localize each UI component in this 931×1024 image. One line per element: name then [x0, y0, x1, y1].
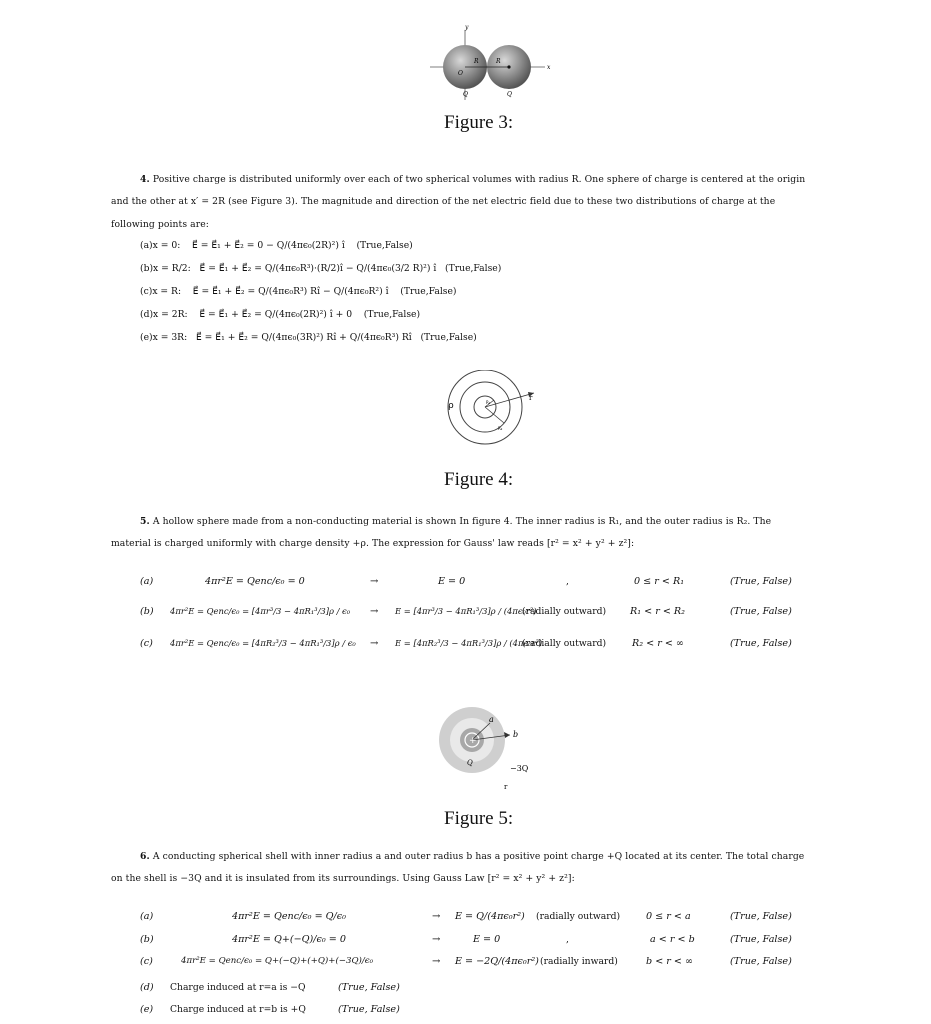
q6-b-rhs: E = 0	[473, 934, 501, 945]
q4-c-cond: (c)x = R:	[140, 286, 182, 297]
q4-d-tf[interactable]: (True,False)	[363, 309, 421, 320]
q4-item-d	[140, 309, 420, 320]
figure-3-caption: Figure 3:	[444, 112, 514, 133]
q4-b-cond: (b)x = R/2:	[140, 263, 191, 274]
q6-a-dir: (radially outward)	[536, 911, 621, 922]
q5-b-dir: (radially outward)	[522, 606, 607, 617]
q6-c-label: (c)	[140, 956, 153, 967]
q6-d-tf[interactable]: (True, False)	[338, 982, 400, 993]
q4-item-b	[140, 263, 501, 274]
q4-d-cond: (d)x = 2R:	[140, 309, 188, 320]
label-q1: Q	[463, 91, 468, 98]
label-b: b	[513, 730, 519, 739]
q6-d-text: Charge induced at r=a is −Q	[170, 982, 306, 993]
q6-a-rhs: E = Q/(4πϵ₀r²)	[455, 911, 525, 922]
label-minus3q: −3Q	[510, 764, 529, 773]
q6-c-dir: (radially inward)	[540, 956, 618, 967]
plus-sign: +	[469, 736, 477, 746]
q5-c-lhs: 4πr²E = Qenc/ϵ₀ = [4πR₂³/3 − 4πR₁³/3]ρ / ϵ₀	[170, 638, 356, 648]
q6-e-tf[interactable]: (True, False)	[338, 1004, 400, 1015]
q6-b-label: (b)	[140, 934, 154, 945]
label-r1: R₁	[486, 400, 491, 405]
q5-b-lhs: 4πr²E = Qenc/ϵ₀ = [4πr³/3 − 4πR₁³/3]ρ / ϵ₀	[170, 606, 351, 616]
q4-b-expr: E⃗ = E⃗₁ + E⃗₂ = Q/(4πϵ₀R³)·(R/2)î − Q/(4πϵ₀(3/2 R)²) î	[199, 263, 437, 274]
label-q2: Q	[507, 91, 512, 98]
q4-item-c	[140, 286, 457, 297]
q6-a-range: 0 ≤ r < a	[646, 911, 691, 922]
label-a: a	[489, 715, 494, 724]
q4-text-3: following points are:	[111, 219, 209, 230]
q5-a-lhs: 4πr²E = Qenc/ϵ₀ = 0	[205, 576, 305, 587]
q5-number: 5.	[140, 516, 150, 527]
q4-c-expr: E⃗ = E⃗₁ + E⃗₂ = Q/(4πϵ₀R³) Rî − Q/(4πϵ₀R²) î	[192, 286, 389, 297]
q4-item-a	[140, 240, 413, 251]
q5-a-rhs: E = 0	[438, 576, 466, 587]
q5-a-range: 0 ≤ r < R₁	[634, 576, 685, 587]
q4-a-expr: E⃗ = E⃗₁ + E⃗₂ = 0 − Q/(4πϵ₀(2R)²) î	[192, 240, 345, 251]
q5-b-range: R₁ < r < R₂	[630, 606, 686, 617]
figure-5-caption: Figure 5:	[444, 808, 514, 829]
q6-c-tf[interactable]: (True, False)	[730, 956, 792, 967]
q5-c-label: (c)	[140, 638, 153, 649]
figure-4-caption: Figure 4:	[444, 469, 514, 490]
q6-b-dir: ,	[566, 934, 569, 945]
q4-b-tf[interactable]: (True,False)	[445, 263, 502, 274]
q6-c-rhs: E = −2Q/(4πϵ₀r²)	[455, 956, 539, 967]
q6-number: 6.	[140, 851, 150, 862]
q4-text-2: and the other at x′ = 2R (see Figure 3). The magnitude and direction of the net electric field due to these two distributions of charge at the	[111, 196, 776, 207]
q6-c-range: b < r < ∞	[646, 956, 693, 967]
q6-b-tf[interactable]: (True, False)	[730, 934, 792, 945]
q4-line-1	[140, 174, 805, 185]
q6-line-1	[140, 851, 804, 862]
q4-item-e	[140, 332, 477, 343]
q4-d-expr: E⃗ = E⃗₁ + E⃗₂ = Q/(4πϵ₀(2R)²) î + 0	[199, 309, 353, 320]
label-rho: ρ	[448, 401, 454, 411]
q4-number: 4.	[140, 174, 150, 185]
q5-line-1	[140, 516, 771, 527]
label-r2: R	[496, 58, 501, 65]
q4-e-cond: (e)x = 3R:	[140, 332, 188, 343]
q5-b-tf[interactable]: (True, False)	[730, 606, 792, 617]
q5-a-label: (a)	[140, 576, 154, 587]
q5-b-rhs: E = [4πr³/3 − 4πR₁³/3]ρ / (4πϵ₀r²)	[395, 606, 537, 616]
q4-a-tf[interactable]: (True,False)	[356, 240, 413, 251]
q5-text-1: A hollow sphere made from a non-conducting material is shown In figure 4. The inner radius is R₁, and the outer radius is R₂. The	[152, 516, 772, 527]
q6-d-label: (d)	[140, 982, 154, 993]
q6-a-label: (a)	[140, 911, 154, 922]
q6-e-label: (e)	[140, 1004, 154, 1015]
label-y: y	[465, 24, 469, 31]
q5-a-tf[interactable]: (True, False)	[730, 576, 792, 587]
q6-b-range: a < r < b	[650, 934, 695, 945]
q6-a-tf[interactable]: (True, False)	[730, 911, 792, 922]
figure-4-diagram	[440, 370, 550, 452]
q5-b-label: (b)	[140, 606, 154, 617]
q5-text-2: material is charged uniformly with charge density +ρ. The expression for Gauss' law reads [r² = x² + y² + z²]:	[111, 538, 635, 549]
q4-text-1: Positive charge is distributed uniformly over each of two spherical volumes with radius R. One sphere of charge is centered at the origin	[152, 174, 806, 185]
q4-e-tf[interactable]: (True,False)	[420, 332, 477, 343]
label-q: Q	[467, 759, 473, 767]
q6-text-2: on the shell is −3Q and it is insulated from its surroundings. Using Gauss Law [r² = x² + y² + z²]:	[111, 873, 575, 884]
q6-c-lhs: 4πr²E = Qenc/ϵ₀ = Q+(−Q)+(+Q)+(−3Q)/ϵ₀	[181, 956, 374, 966]
figure-3-diagram	[430, 22, 560, 100]
label-origin: O	[458, 70, 463, 77]
q6-e-text: Charge induced at r=b is +Q	[170, 1004, 306, 1015]
q6-a-lhs: 4πr²E = Qenc/ϵ₀ = Q/ϵ₀	[232, 911, 346, 922]
q6-text-1: A conducting spherical shell with inner radius a and outer radius b has a positive point charge +Q located at its center. The total charge	[152, 851, 805, 862]
q6-b-lhs: 4πr²E = Q+(−Q)/ϵ₀ = 0	[232, 934, 346, 945]
q5-a-dir: ,	[566, 576, 569, 587]
q5-c-tf[interactable]: (True, False)	[730, 638, 792, 649]
q4-a-cond: (a)x = 0:	[140, 240, 181, 251]
q5-c-rhs: E = [4πR₂³/3 − 4πR₁³/3]ρ / (4πϵ₀r²)	[395, 638, 543, 648]
q5-c-dir: (radially outward)	[522, 638, 607, 649]
q4-c-tf[interactable]: (True,False)	[400, 286, 457, 297]
q5-c-range: R₂ < r < ∞	[632, 638, 684, 649]
label-r2: R₂	[498, 426, 503, 431]
label-r: r	[529, 394, 533, 402]
label-r1: R	[474, 58, 479, 65]
label-r: r	[504, 783, 508, 791]
label-x: x	[547, 64, 551, 71]
figure-5-diagram	[430, 703, 550, 793]
q4-e-expr: E⃗ = E⃗₁ + E⃗₂ = Q/(4πϵ₀(3R)²) Rî + Q/(4πϵ₀R³) Rî	[195, 332, 412, 343]
